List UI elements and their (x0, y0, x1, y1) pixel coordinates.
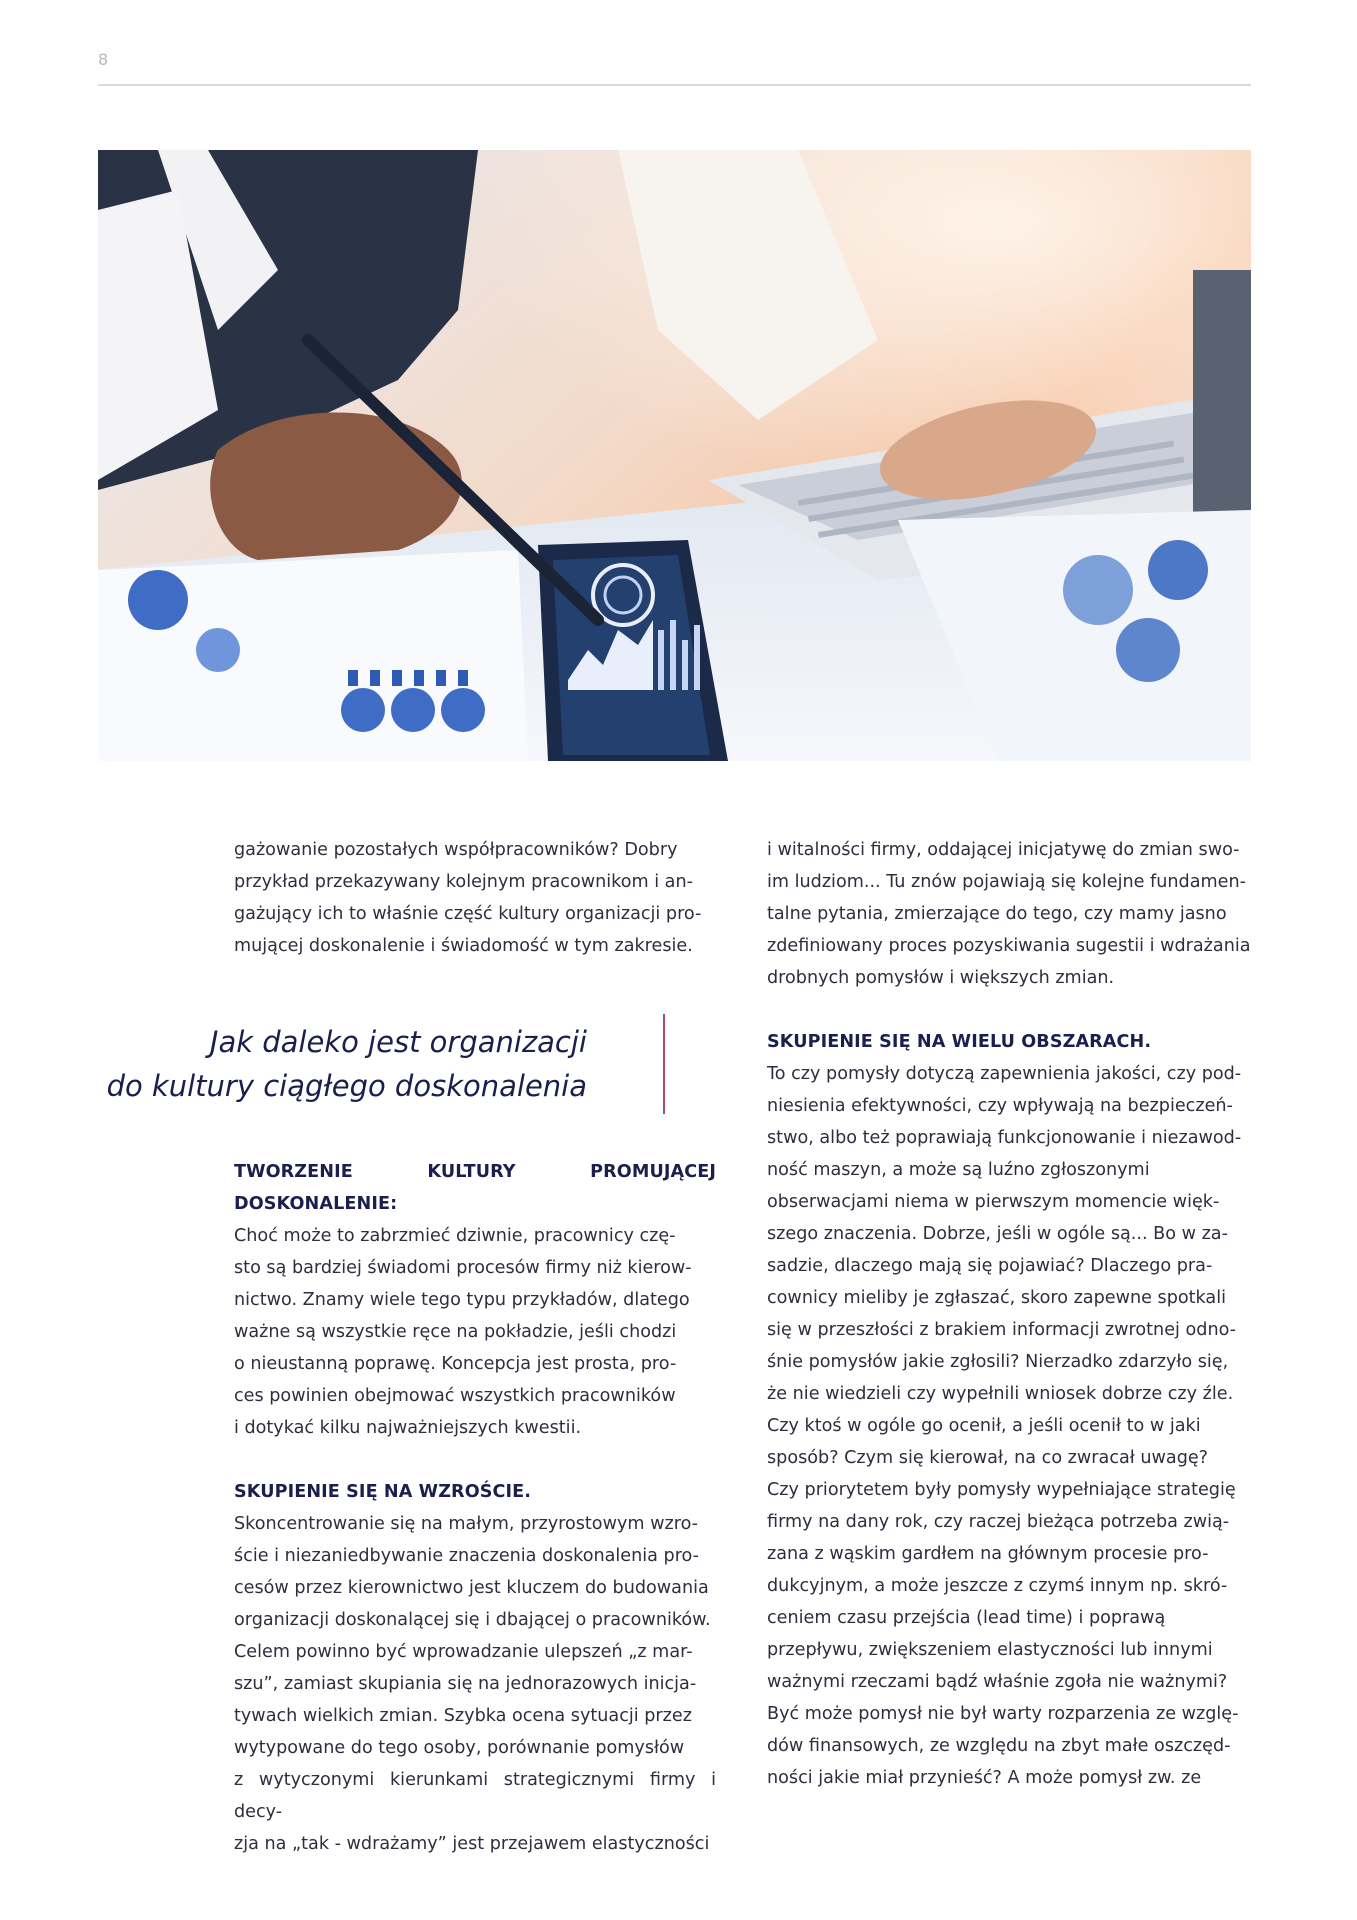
text-line: Celem powinno być wprowadzanie ulepszeń „z mar- (234, 1642, 693, 1662)
text-line: im ludziom... Tu znów pojawiają się kolejne fundamen- (767, 872, 1246, 892)
text-line: cesów przez kierownictwo jest kluczem do budowania (234, 1578, 709, 1598)
text-line: mującej doskonalenie i świadomość w tym zakresie. (234, 936, 693, 956)
text-line: Być może pomysł nie był warty rozparzenia ze wzglę- (767, 1704, 1239, 1724)
text-line: ceniem czasu przejścia (lead time) i poprawą (767, 1608, 1166, 1628)
text-line: ności jakie miał przynieść? A może pomysł zw. ze (767, 1768, 1202, 1788)
text-line: szego znaczenia. Dobrze, jeśli w ogóle są... Bo w za- (767, 1224, 1228, 1244)
text-line: talne pytania, zmierzające do tego, czy mamy jasno (767, 904, 1227, 924)
text-line: drobnych pomysłów i większych zmian. (767, 968, 1115, 988)
text-line: sto są bardziej świadomi procesów firmy niż kierow- (234, 1258, 692, 1278)
text-line: przykład przekazywany kolejnym pracownikom i an- (234, 872, 693, 892)
left-column-intro (234, 834, 716, 962)
text-line: organizacji doskonalącej się i dbającej o pracowników. (234, 1610, 711, 1630)
page-number: 8 (98, 50, 109, 69)
text-line: szu”, zamiast skupiania się na jednorazowych inicja- (234, 1674, 697, 1694)
text-line: dukcyjnym, a może jeszcze z czymś innym np. skró- (767, 1576, 1228, 1596)
text-line: gażujący ich to właśnie część kultury organizacji pro- (234, 904, 702, 924)
text-line: ście i niezaniedbywanie znaczenia doskonalenia pro- (234, 1546, 699, 1566)
text-line: że nie wiedzieli czy wypełnili wniosek dobrze czy źle. (767, 1384, 1234, 1404)
section-heading: SKUPIENIE SIĘ NA WZROŚCIE. (234, 1482, 532, 1502)
section-heading: SKUPIENIE SIĘ NA WIELU OBSZARACH. (767, 1032, 1152, 1052)
text-line: To czy pomysły dotyczą zapewnienia jakości, czy pod- (767, 1064, 1242, 1084)
text-line: nictwo. Znamy wiele tego typu przykładów, dlatego (234, 1290, 690, 1310)
left-column-body (234, 1156, 716, 1860)
text-line: stwo, albo też poprawiają funkcjonowanie i niezawod- (767, 1128, 1242, 1148)
text-line: niesienia efektywności, czy wpływają na bezpieczeń- (767, 1096, 1233, 1116)
text-line: przepływu, zwiększeniem elastyczności lub innymi (767, 1640, 1213, 1660)
pullquote (27, 1020, 587, 1108)
text-line: sposób? Czym się kierował, na co zwracał uwagę? (767, 1448, 1209, 1468)
text-line: się w przeszłości z brakiem informacji zwrotnej odno- (767, 1320, 1237, 1340)
text-line: ces powinien obejmować wszystkich pracowników (234, 1386, 676, 1406)
text-line: dów finansowych, ze względu na zbyt małe oszczęd- (767, 1736, 1231, 1756)
text-line: zana z wąskim gardłem na głównym procesie pro- (767, 1544, 1209, 1564)
right-column-intro (767, 834, 1251, 994)
text-line: sadzie, dlaczego mają się pojawiać? Dlaczego pra- (767, 1256, 1213, 1276)
text-line: obserwacjami niema w pierwszym momencie więk- (767, 1192, 1220, 1212)
pullquote-line: do kultury ciągłego doskonalenia (106, 1069, 587, 1103)
section-heading: TWORZENIE KULTURY PROMUJĄCEJ DOSKONALENIE: (234, 1162, 716, 1214)
text-line: Skoncentrowanie się na małym, przyrostowym wzro- (234, 1514, 699, 1534)
paragraph-gap (234, 1444, 716, 1476)
text-line: tywach wielkich zmian. Szybka ocena sytuacji przez (234, 1706, 692, 1726)
text-line: śnie pomysłów jakie zgłosili? Nierzadko zdarzyło się, (767, 1352, 1229, 1372)
text-line: Choć może to zabrzmieć dziwnie, pracownicy czę- (234, 1226, 676, 1246)
text-line: firmy na dany rok, czy raczej bieżąca potrzeba zwią- (767, 1512, 1230, 1532)
text-line: z wytyczonymi kierunkami strategicznymi firmy i decy- (234, 1770, 716, 1822)
text-line: Czy ktoś w ogóle go ocenił, a jeśli ocenił to w jaki (767, 1416, 1201, 1436)
text-line: gażowanie pozostałych współpracowników? Dobry (234, 840, 678, 860)
pullquote-line: Jak daleko jest organizacji (209, 1025, 587, 1059)
text-line: wytypowane do tego osoby, porównanie pomysłów (234, 1738, 685, 1758)
text-line: ważne są wszystkie ręce na pokładzie, jeśli chodzi (234, 1322, 677, 1342)
text-line: cownicy mieliby je zgłaszać, skoro zapewne spotkali (767, 1288, 1226, 1308)
text-line: i dotykać kilku najważniejszych kwestii. (234, 1418, 582, 1438)
text-line: ważnymi rzeczami bądź właśnie zgoła nie ważnymi? (767, 1672, 1228, 1692)
text-line: i witalności firmy, oddającej inicjatywę do zmian swo- (767, 840, 1240, 860)
right-column-body (767, 1026, 1251, 1794)
header-divider (98, 84, 1251, 86)
pullquote-accent-bar (663, 1014, 665, 1114)
text-line: zja na „tak - wdrażamy” jest przejawem elastyczności (234, 1834, 710, 1854)
text-line: ność maszyn, a może są luźno zgłoszonymi (767, 1160, 1150, 1180)
hero-photo-illustration (98, 150, 1251, 761)
text-line: zdefiniowany proces pozyskiwania sugestii i wdrażania (767, 936, 1251, 956)
text-line: Czy priorytetem były pomysły wypełniające strategię (767, 1480, 1236, 1500)
text-line: o nieustanną poprawę. Koncepcja jest prosta, pro- (234, 1354, 677, 1374)
hero-image (98, 150, 1251, 761)
